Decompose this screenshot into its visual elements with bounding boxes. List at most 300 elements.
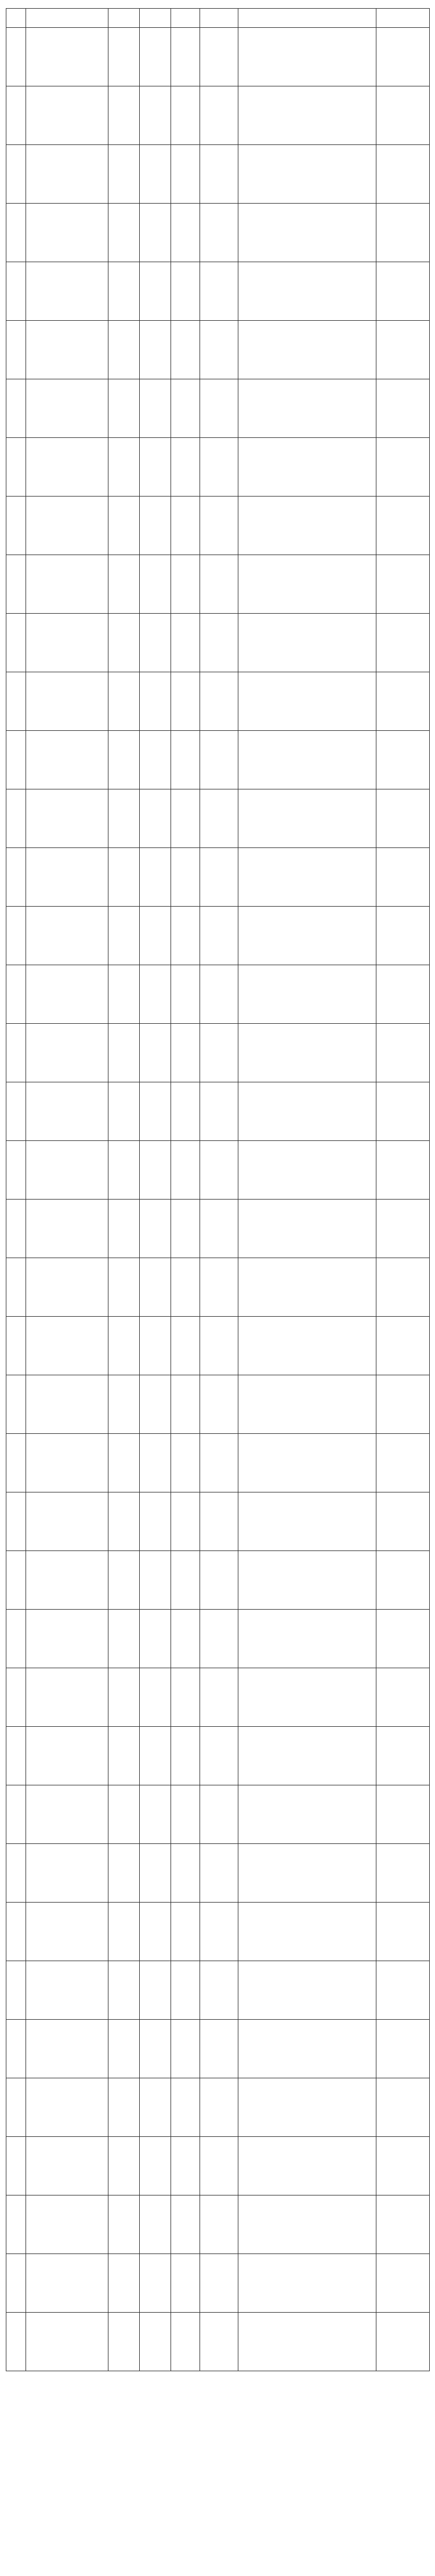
table-row (6, 614, 430, 672)
table-cell (26, 1082, 108, 1141)
table-row (6, 672, 430, 731)
table-cell (376, 145, 430, 204)
table-cell (200, 1317, 238, 1375)
table-cell (140, 1727, 171, 1785)
table-cell (140, 86, 171, 145)
table-cell (6, 1903, 26, 1961)
table-row (6, 2313, 430, 2371)
table-cell (376, 2313, 430, 2371)
table-cell (140, 2078, 171, 2137)
table-row (6, 1492, 430, 1551)
table-cell (376, 1492, 430, 1551)
table-cell (6, 86, 26, 145)
table-cell (200, 379, 238, 438)
table-cell (171, 1844, 200, 1903)
table-cell (200, 2313, 238, 2371)
table-cell (140, 145, 171, 204)
table-cell (108, 2195, 140, 2254)
table-cell (171, 1375, 200, 1434)
table-cell (376, 1785, 430, 1844)
table-cell (238, 1844, 376, 1903)
table-cell (200, 907, 238, 965)
table-cell (171, 1492, 200, 1551)
table-cell (26, 848, 108, 907)
table-cell (108, 848, 140, 907)
table-cell (6, 555, 26, 614)
table-cell (171, 1258, 200, 1317)
table-cell (200, 1903, 238, 1961)
table-cell (376, 672, 430, 731)
table-cell (376, 1727, 430, 1785)
table-cell (238, 497, 376, 555)
table-cell (140, 321, 171, 379)
table-cell (26, 2313, 108, 2371)
table-cell (140, 1317, 171, 1375)
table-cell (238, 555, 376, 614)
table-cell (26, 789, 108, 848)
table-cell (376, 555, 430, 614)
table-cell (238, 204, 376, 262)
table-row (6, 2195, 430, 2254)
table-cell (376, 907, 430, 965)
table-cell (140, 907, 171, 965)
table-cell (6, 1844, 26, 1903)
table-cell (140, 1082, 171, 1141)
table-cell (108, 1082, 140, 1141)
table-cell (6, 1961, 26, 2020)
table-cell (108, 1785, 140, 1844)
table-cell (200, 731, 238, 789)
table-cell (6, 848, 26, 907)
table-cell (238, 1434, 376, 1492)
table-cell (376, 262, 430, 321)
table-cell (376, 321, 430, 379)
table-cell (108, 1551, 140, 1610)
table-cell (140, 204, 171, 262)
table-cell (6, 262, 26, 321)
table-cell (376, 1434, 430, 1492)
table-cell (6, 1727, 26, 1785)
table-cell (6, 2078, 26, 2137)
table-cell (26, 1785, 108, 1844)
table-cell (200, 1082, 238, 1141)
table-row (6, 1551, 430, 1610)
table-cell (376, 2254, 430, 2313)
table-cell (238, 2078, 376, 2137)
table-cell (6, 1434, 26, 1492)
table-cell (376, 614, 430, 672)
table-cell (376, 2195, 430, 2254)
table-cell (238, 789, 376, 848)
table-cell (171, 2254, 200, 2313)
table-cell (200, 1258, 238, 1317)
table-cell (108, 1375, 140, 1434)
table-cell (140, 965, 171, 1024)
table-cell (108, 1141, 140, 1200)
table-cell (108, 555, 140, 614)
table-cell (140, 2195, 171, 2254)
table-cell (171, 1434, 200, 1492)
table-cell (238, 1727, 376, 1785)
table-cell (26, 614, 108, 672)
table-cell (238, 1961, 376, 2020)
table-cell (6, 321, 26, 379)
table-row (6, 145, 430, 204)
table-cell (140, 614, 171, 672)
table-row (6, 2254, 430, 2313)
table-cell (26, 965, 108, 1024)
table-row (6, 731, 430, 789)
table-cell (238, 1492, 376, 1551)
table-cell (171, 204, 200, 262)
table-cell (26, 1844, 108, 1903)
table-cell (238, 28, 376, 86)
table-cell (140, 2020, 171, 2078)
column-header (6, 9, 26, 28)
table-cell (238, 145, 376, 204)
table-cell (6, 1785, 26, 1844)
table-row (6, 1375, 430, 1434)
table-cell (26, 438, 108, 497)
table-cell (171, 497, 200, 555)
table-cell (376, 28, 430, 86)
table-cell (200, 2254, 238, 2313)
table-row (6, 1610, 430, 1668)
table-cell (26, 1727, 108, 1785)
table-cell (6, 438, 26, 497)
table-cell (6, 28, 26, 86)
table-cell (200, 1961, 238, 2020)
table-cell (140, 1551, 171, 1610)
table-cell (6, 497, 26, 555)
table-cell (26, 1903, 108, 1961)
table-cell (238, 1200, 376, 1258)
table-cell (6, 2137, 26, 2195)
table-row (6, 965, 430, 1024)
table-cell (171, 907, 200, 965)
table-cell (108, 145, 140, 204)
table-cell (140, 1610, 171, 1668)
table-cell (171, 848, 200, 907)
table-cell (26, 1668, 108, 1727)
table-cell (200, 1434, 238, 1492)
table-cell (376, 731, 430, 789)
table-cell (6, 1610, 26, 1668)
table-cell (140, 28, 171, 86)
table-row (6, 28, 430, 86)
table-row (6, 2078, 430, 2137)
column-header (108, 9, 140, 28)
column-header (171, 9, 200, 28)
table-cell (171, 1961, 200, 2020)
table-cell (140, 1785, 171, 1844)
table-cell (200, 1024, 238, 1082)
table-cell (171, 2078, 200, 2137)
table-cell (108, 1434, 140, 1492)
table-row (6, 555, 430, 614)
table-cell (171, 1141, 200, 1200)
table-cell (238, 2020, 376, 2078)
table-cell (376, 2078, 430, 2137)
table-cell (171, 965, 200, 1024)
table-cell (200, 1785, 238, 1844)
table-cell (140, 848, 171, 907)
table-cell (376, 1082, 430, 1141)
table-cell (6, 2254, 26, 2313)
table-header-row (6, 9, 430, 28)
table-cell (238, 1903, 376, 1961)
table-cell (26, 1141, 108, 1200)
table-cell (200, 204, 238, 262)
table-cell (140, 1903, 171, 1961)
table-cell (140, 2254, 171, 2313)
table-cell (200, 1141, 238, 1200)
table-cell (108, 672, 140, 731)
table-cell (200, 1551, 238, 1610)
table-cell (140, 1668, 171, 1727)
table-cell (140, 379, 171, 438)
table-cell (238, 1258, 376, 1317)
table-cell (108, 1258, 140, 1317)
table-cell (140, 262, 171, 321)
table-cell (26, 262, 108, 321)
table-cell (238, 1082, 376, 1141)
table-cell (200, 28, 238, 86)
table-cell (108, 262, 140, 321)
table-cell (26, 2078, 108, 2137)
table-cell (26, 1375, 108, 1434)
table-cell (376, 848, 430, 907)
table-row (6, 1961, 430, 2020)
table-cell (171, 438, 200, 497)
table-cell (376, 438, 430, 497)
table-cell (376, 1844, 430, 1903)
table-cell (171, 1551, 200, 1610)
table-cell (376, 1141, 430, 1200)
table-cell (6, 1024, 26, 1082)
table-cell (26, 2195, 108, 2254)
table-row (6, 497, 430, 555)
table-cell (108, 204, 140, 262)
table-cell (26, 555, 108, 614)
table-cell (108, 438, 140, 497)
table-row (6, 907, 430, 965)
table-cell (200, 2137, 238, 2195)
table-cell (26, 907, 108, 965)
table-cell (6, 1141, 26, 1200)
table-cell (171, 1668, 200, 1727)
table-row (6, 1258, 430, 1317)
table-cell (26, 672, 108, 731)
table-cell (108, 1668, 140, 1727)
table-cell (238, 2313, 376, 2371)
table-cell (108, 1727, 140, 1785)
table-cell (238, 1375, 376, 1434)
table-cell (238, 86, 376, 145)
table-cell (26, 204, 108, 262)
table-cell (26, 379, 108, 438)
table-cell (200, 1375, 238, 1434)
table-cell (376, 965, 430, 1024)
table-cell (108, 789, 140, 848)
table-cell (140, 1024, 171, 1082)
table-cell (26, 321, 108, 379)
table-cell (140, 1434, 171, 1492)
table-cell (171, 1082, 200, 1141)
table-cell (6, 1668, 26, 1727)
table-cell (238, 1785, 376, 1844)
table-cell (171, 379, 200, 438)
table-cell (376, 1551, 430, 1610)
table-row (6, 1844, 430, 1903)
service-table (6, 8, 430, 2371)
table-cell (6, 1492, 26, 1551)
table-cell (108, 2313, 140, 2371)
table-row (6, 1141, 430, 1200)
table-cell (238, 262, 376, 321)
table-cell (140, 497, 171, 555)
table-cell (140, 789, 171, 848)
table-cell (6, 731, 26, 789)
table-cell (171, 2137, 200, 2195)
column-header (26, 9, 108, 28)
table-cell (26, 1317, 108, 1375)
table-cell (6, 1375, 26, 1434)
table-cell (238, 1024, 376, 1082)
table-cell (200, 848, 238, 907)
table-cell (140, 2137, 171, 2195)
table-cell (26, 1551, 108, 1610)
table-cell (200, 1492, 238, 1551)
column-header (200, 9, 238, 28)
table-cell (26, 1610, 108, 1668)
table-cell (6, 907, 26, 965)
table-cell (108, 731, 140, 789)
table-cell (108, 86, 140, 145)
table-cell (200, 1668, 238, 1727)
table-cell (200, 614, 238, 672)
table-row (6, 321, 430, 379)
table-row (6, 789, 430, 848)
table-cell (108, 2137, 140, 2195)
table-row (6, 1200, 430, 1258)
table-row (6, 1727, 430, 1785)
table-cell (108, 379, 140, 438)
table-cell (200, 262, 238, 321)
table-cell (108, 614, 140, 672)
table-cell (108, 1844, 140, 1903)
table-cell (26, 497, 108, 555)
table-cell (26, 1258, 108, 1317)
table-cell (171, 1610, 200, 1668)
table-cell (108, 321, 140, 379)
table-cell (238, 321, 376, 379)
table-cell (140, 1375, 171, 1434)
table-cell (108, 1610, 140, 1668)
table-cell (376, 1024, 430, 1082)
table-cell (200, 1610, 238, 1668)
table-row (6, 1903, 430, 1961)
table-cell (6, 2313, 26, 2371)
table-cell (200, 672, 238, 731)
column-header (238, 9, 376, 28)
table-cell (200, 2020, 238, 2078)
column-header (140, 9, 171, 28)
table-row (6, 1024, 430, 1082)
table-cell (140, 1200, 171, 1258)
table-cell (26, 1434, 108, 1492)
table-cell (171, 555, 200, 614)
table-row (6, 2020, 430, 2078)
table-cell (6, 1082, 26, 1141)
table-cell (238, 1141, 376, 1200)
table-cell (238, 2195, 376, 2254)
table-cell (26, 2254, 108, 2313)
table-cell (108, 1492, 140, 1551)
table-cell (6, 379, 26, 438)
table-cell (376, 1375, 430, 1434)
table-cell (200, 438, 238, 497)
table-cell (376, 86, 430, 145)
table-cell (238, 965, 376, 1024)
table-cell (376, 379, 430, 438)
table-cell (171, 1200, 200, 1258)
table-cell (238, 1551, 376, 1610)
table-cell (171, 672, 200, 731)
table-cell (171, 789, 200, 848)
table-cell (200, 321, 238, 379)
table-cell (238, 2254, 376, 2313)
table-cell (108, 1024, 140, 1082)
table-cell (6, 1258, 26, 1317)
table-cell (171, 1785, 200, 1844)
table-cell (171, 28, 200, 86)
table-cell (376, 2020, 430, 2078)
table-cell (376, 497, 430, 555)
table-cell (171, 614, 200, 672)
table-cell (140, 1492, 171, 1551)
table-cell (6, 1551, 26, 1610)
table-cell (376, 1610, 430, 1668)
table-cell (200, 555, 238, 614)
table-row (6, 848, 430, 907)
table-cell (376, 1317, 430, 1375)
table-cell (140, 1258, 171, 1317)
table-cell (200, 2078, 238, 2137)
table-cell (26, 145, 108, 204)
table-cell (140, 555, 171, 614)
table-row (6, 438, 430, 497)
table-cell (376, 2137, 430, 2195)
table-cell (108, 1961, 140, 2020)
table-cell (238, 379, 376, 438)
table-cell (26, 1492, 108, 1551)
table-cell (200, 965, 238, 1024)
table-cell (6, 1200, 26, 1258)
table-cell (6, 145, 26, 204)
table-cell (108, 907, 140, 965)
table-row (6, 1668, 430, 1727)
table-cell (376, 789, 430, 848)
table-cell (171, 1903, 200, 1961)
table-cell (376, 1961, 430, 2020)
table-cell (171, 86, 200, 145)
table-cell (6, 2195, 26, 2254)
table-cell (238, 731, 376, 789)
table-cell (171, 731, 200, 789)
table-cell (26, 1961, 108, 2020)
table-cell (238, 614, 376, 672)
